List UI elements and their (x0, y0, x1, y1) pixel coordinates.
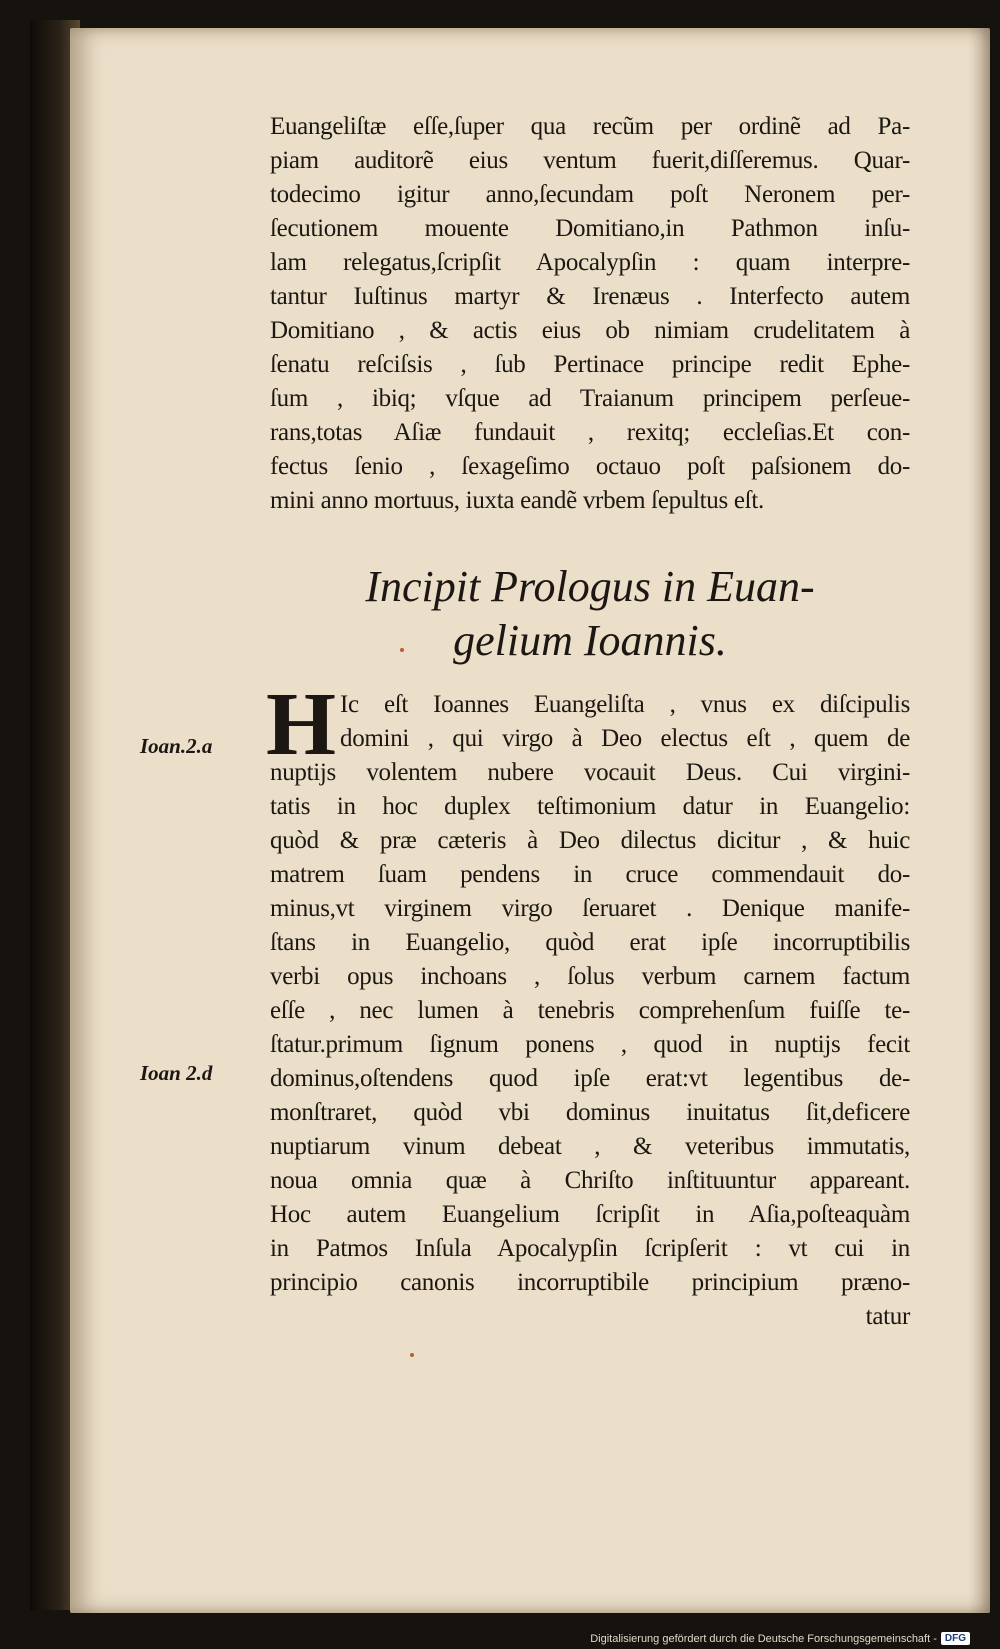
drop-cap-initial: H (266, 675, 336, 774)
text-line: principio canonis incorruptibile principium præno- (270, 1269, 910, 1296)
text-line: piam auditorẽ eius ventum fuerit,diſſeremus. Quar- (270, 147, 910, 174)
text-line: matrem ſuam pendens in cruce commendauit do- (270, 861, 910, 888)
text-line: todecimo igitur anno,ſecundam poſt Neronem per- (270, 181, 910, 208)
page-edge-shadow (968, 28, 990, 1613)
text-line: noua omnia quæ à Chriſto inſtituuntur appareant. (270, 1167, 910, 1194)
prologue-heading-line-2: gelium Ioannis. (453, 616, 727, 665)
text-line: Hoc autem Euangelium ſcripſit in Aſia,poſteaquàm (270, 1201, 910, 1228)
prologue-heading-line-1: Incipit Prologus in Euan- (365, 562, 815, 611)
text-line: domini , qui virgo à Deo electus eſt , quem de (340, 725, 910, 752)
prologue-heading (270, 560, 910, 668)
text-line: mini anno mortuus, iuxta eandẽ vrbem ſepultus eſt. (270, 487, 764, 514)
text-line: dominus,oſtendens quod ipſe erat:vt legentibus de- (270, 1065, 910, 1092)
text-line: fectus ſenio , ſexageſimo octauo poſt paſsionem do- (270, 453, 910, 480)
text-line: nuptiarum vinum debeat , & veteribus immutatis, (270, 1133, 910, 1160)
dfg-logo: DFG (941, 1632, 970, 1645)
credit-text: Digitalisierung gefördert durch die Deutsche Forschungsgemeinschaft - (590, 1632, 937, 1645)
text-line: quòd & præ cæteris à Deo dilectus dicitur , & huic (270, 827, 910, 854)
text-line: ſenatu reſciſsis , ſub Pertinace principe redit Ephe- (270, 351, 910, 378)
text-line: monſtraret, quòd vbi dominus inuitatus ſit,deficere (270, 1099, 910, 1126)
digitization-credit (590, 1632, 970, 1645)
ink-speck (410, 1353, 414, 1357)
text-line: minus,vt virginem virgo ſeruaret . Denique manife- (270, 895, 910, 922)
text-line: Euangeliſtæ eſſe,ſuper qua recũm per ordinẽ ad Pa- (270, 113, 910, 140)
text-line: in Patmos Inſula Apocalypſin ſcripſerit : vt cui in (270, 1235, 910, 1262)
text-line: nuptijs volentem nubere vocauit Deus. Cui virgini- (270, 759, 910, 786)
text-line: eſſe , nec lumen à tenebris comprehenſum fuiſſe te- (270, 997, 910, 1024)
prologue-body-text (266, 675, 910, 1334)
margin-note: Ioan.2.a (140, 734, 213, 758)
text-line: tantur Iuſtinus martyr & Irenæus . Interfecto autem (270, 283, 910, 310)
text-line: tatis in hoc duplex teſtimonium datur in Euangelio: (270, 793, 910, 820)
catchword: tatur (865, 1303, 910, 1330)
text-line: ſtans in Euangelio, quòd erat ipſe incorruptibilis (270, 929, 910, 956)
preceding-text-block (270, 110, 910, 518)
text-line: ſum , ibiq; vſque ad Traianum principem perſeue- (270, 385, 910, 412)
text-line: ſtatur.primum ſignum ponens , quod in nuptijs fecit (270, 1031, 910, 1058)
margin-note: Ioan 2.d (140, 1061, 213, 1085)
text-line: verbi opus inchoans , ſolus verbum carnem factum (270, 963, 910, 990)
text-line: Ic eſt Ioannes Euangeliſta , vnus ex diſcipulis (340, 691, 910, 718)
text-line: lam relegatus,ſcripſit Apocalypſin : quam interpre- (270, 249, 910, 276)
text-line: ſecutionem mouente Domitiano,in Pathmon inſu- (270, 215, 910, 242)
text-line: Domitiano , & actis eius ob nimiam crudelitatem à (270, 317, 910, 344)
text-line: rans,totas Aſiæ fundauit , rexitq; eccleſias.Et con- (270, 419, 910, 446)
